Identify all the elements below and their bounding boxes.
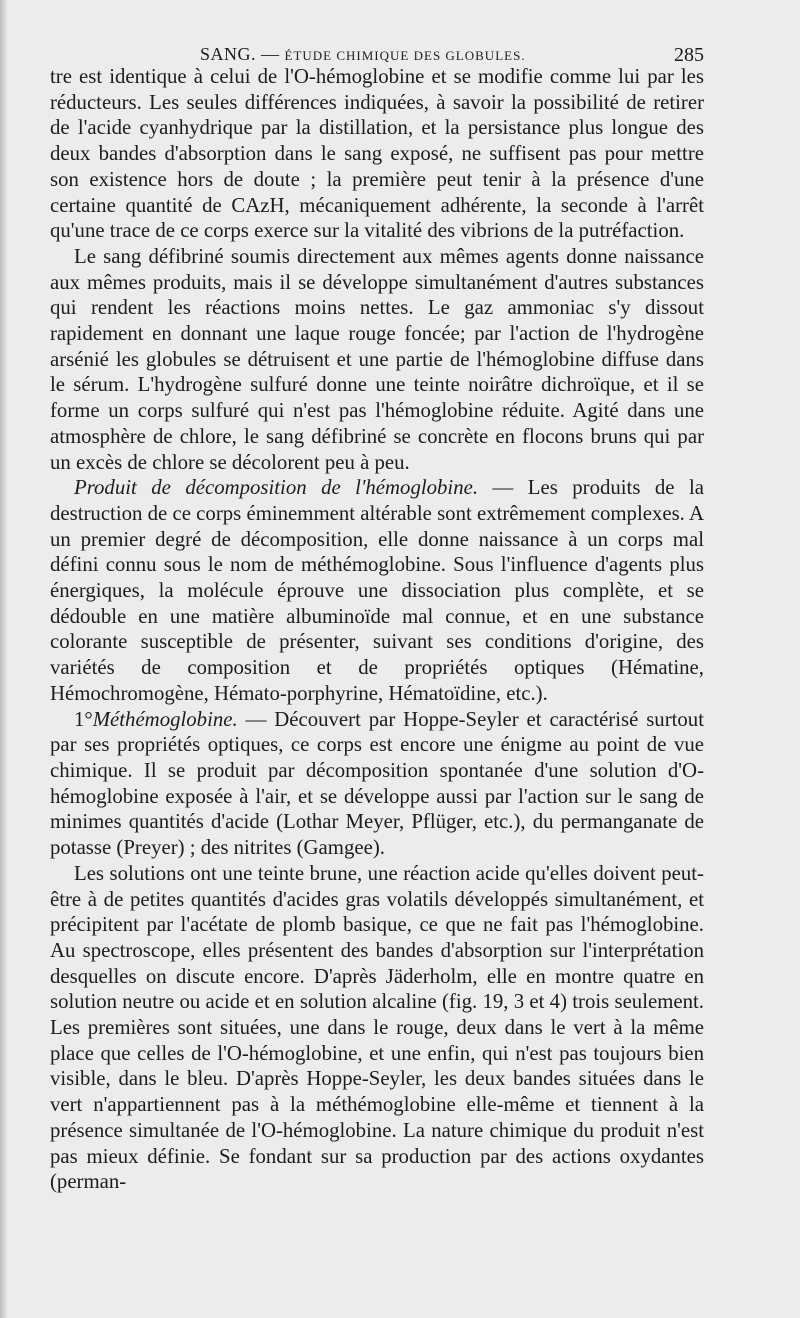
section-heading-decomposition: Produit de décomposition de l'hémoglobine.: [74, 476, 479, 500]
paragraph-1: [50, 64, 704, 244]
section-number: 1°: [74, 707, 93, 731]
paragraph-4-text: — Découvert par Hoppe-Seyler et caractérisé surtout par ses propriétés optiques, ce corps est encore une énigme au point de vue chimique. Il se produit par décomposition spontanée d'une solution d'O-hémoglobine exposée à l'air, et se développe aussi par l'action sur le sang de minimes quantités d'acide (Lothar Meyer, Pflüger, etc.), du permanganate de potasse (Preyer) ; des nitrites (Gamgee).: [50, 707, 704, 860]
running-title: [200, 44, 526, 65]
body-text: [50, 64, 704, 1195]
paragraph-4: [50, 707, 704, 861]
paragraph-2-text: Le sang défibriné soumis directement aux mêmes agents donne naissance aux mêmes produits, mais il se développe simultanément d'autres substances qui rendent les réactions moins nettes. Le gaz ammoniac s'y dissout rapidement en donnant une laque rouge foncée; par l'action de l'hydrogène arsénié les globules se détruisent et une partie de l'hémoglobine diffuse dans le sérum. L'hydrogène sulfuré donne une teinte noirâtre dichroïque, et il se forme un corps sulfuré qui n'est pas l'hémoglobine réduite. Agité dans une atmosphère de chlore, le sang défibriné se concrète en flocons bruns qui par un excès de chlore se décolorent peu à peu.: [50, 244, 704, 474]
page-edge-shadow: [0, 0, 8, 1318]
paragraph-2: [50, 244, 704, 475]
section-heading-methemoglobine: Méthémoglobine.: [92, 707, 238, 731]
paragraph-5: [50, 861, 704, 1195]
running-title-main: SANG. —: [200, 44, 285, 64]
running-title-sub: ÉTUDE CHIMIQUE DES GLOBULES.: [284, 48, 526, 63]
paragraph-5-text: Les solutions ont une teinte brune, une réaction acide qu'elles doivent peut-être à de petites quantités d'acides gras volatils développés simultanément, et précipitent par l'acétate de plomb basique, ce que ne fait pas l'hémoglobine. Au spectroscope, elles présentent des bandes d'absorption sur l'interprétation desquelles on discute encore. D'après Jäderholm, elle en montre quatre en solution neutre ou acide et en solution alcaline (fig. 19, 3 et 4) trois seulement. Les premières sont situées, une dans le rouge, deux dans le vert à la même place que celles de l'O-hémoglobine, et une enfin, qui n'est pas toujours bien visible, dans le bleu. D'après Hoppe-Seyler, les deux bandes situées dans le vert n'appartiennent pas à la méthémoglobine elle-même et tiennent à la présence simultanée de l'O-hémoglobine. La nature chimique du produit n'est pas mieux définie. Se fondant sur sa production par des actions oxydantes (perman-: [50, 861, 704, 1194]
page-header: [50, 30, 704, 64]
paragraph-3: [50, 475, 704, 706]
page-number: 285: [674, 44, 704, 66]
paragraph-1-text: tre est identique à celui de l'O-hémoglobine et se modifie comme lui par les réducteurs. Les seules différences indiquées, à savoir la possibilité de retirer de l'acide cyanhydrique par la distillation, et la persistance plus longue des deux bandes d'absorption dans le sang exposé, ne suffisent pas pour mettre son existence hors de doute ; la première peut tenir à la présence d'une certaine quantité de CAzH, mécaniquement adhérente, la seconde à l'arrêt qu'une trace de ce corps exerce sur la vitalité des vibrions de la putréfaction.: [50, 65, 704, 243]
paragraph-3-text: — Les produits de la destruction de ce corps éminemment altérable sont extrêmement complexes. A un premier degré de décomposition, elle donne naissance à un corps mal défini connu sous le nom de méthémoglobine. Sous l'influence d'agents plus énergiques, la molécule éprouve une dissociation plus complète, et se dédouble en une matière albuminoïde mal connue, et en une substance colorante susceptible de présenter, suivant ses conditions d'origine, des variétés de composition et de propriétés optiques (Hématine, Hémochromogène, Hémato-porphyrine, Hématoïdine, etc.).: [50, 476, 704, 705]
